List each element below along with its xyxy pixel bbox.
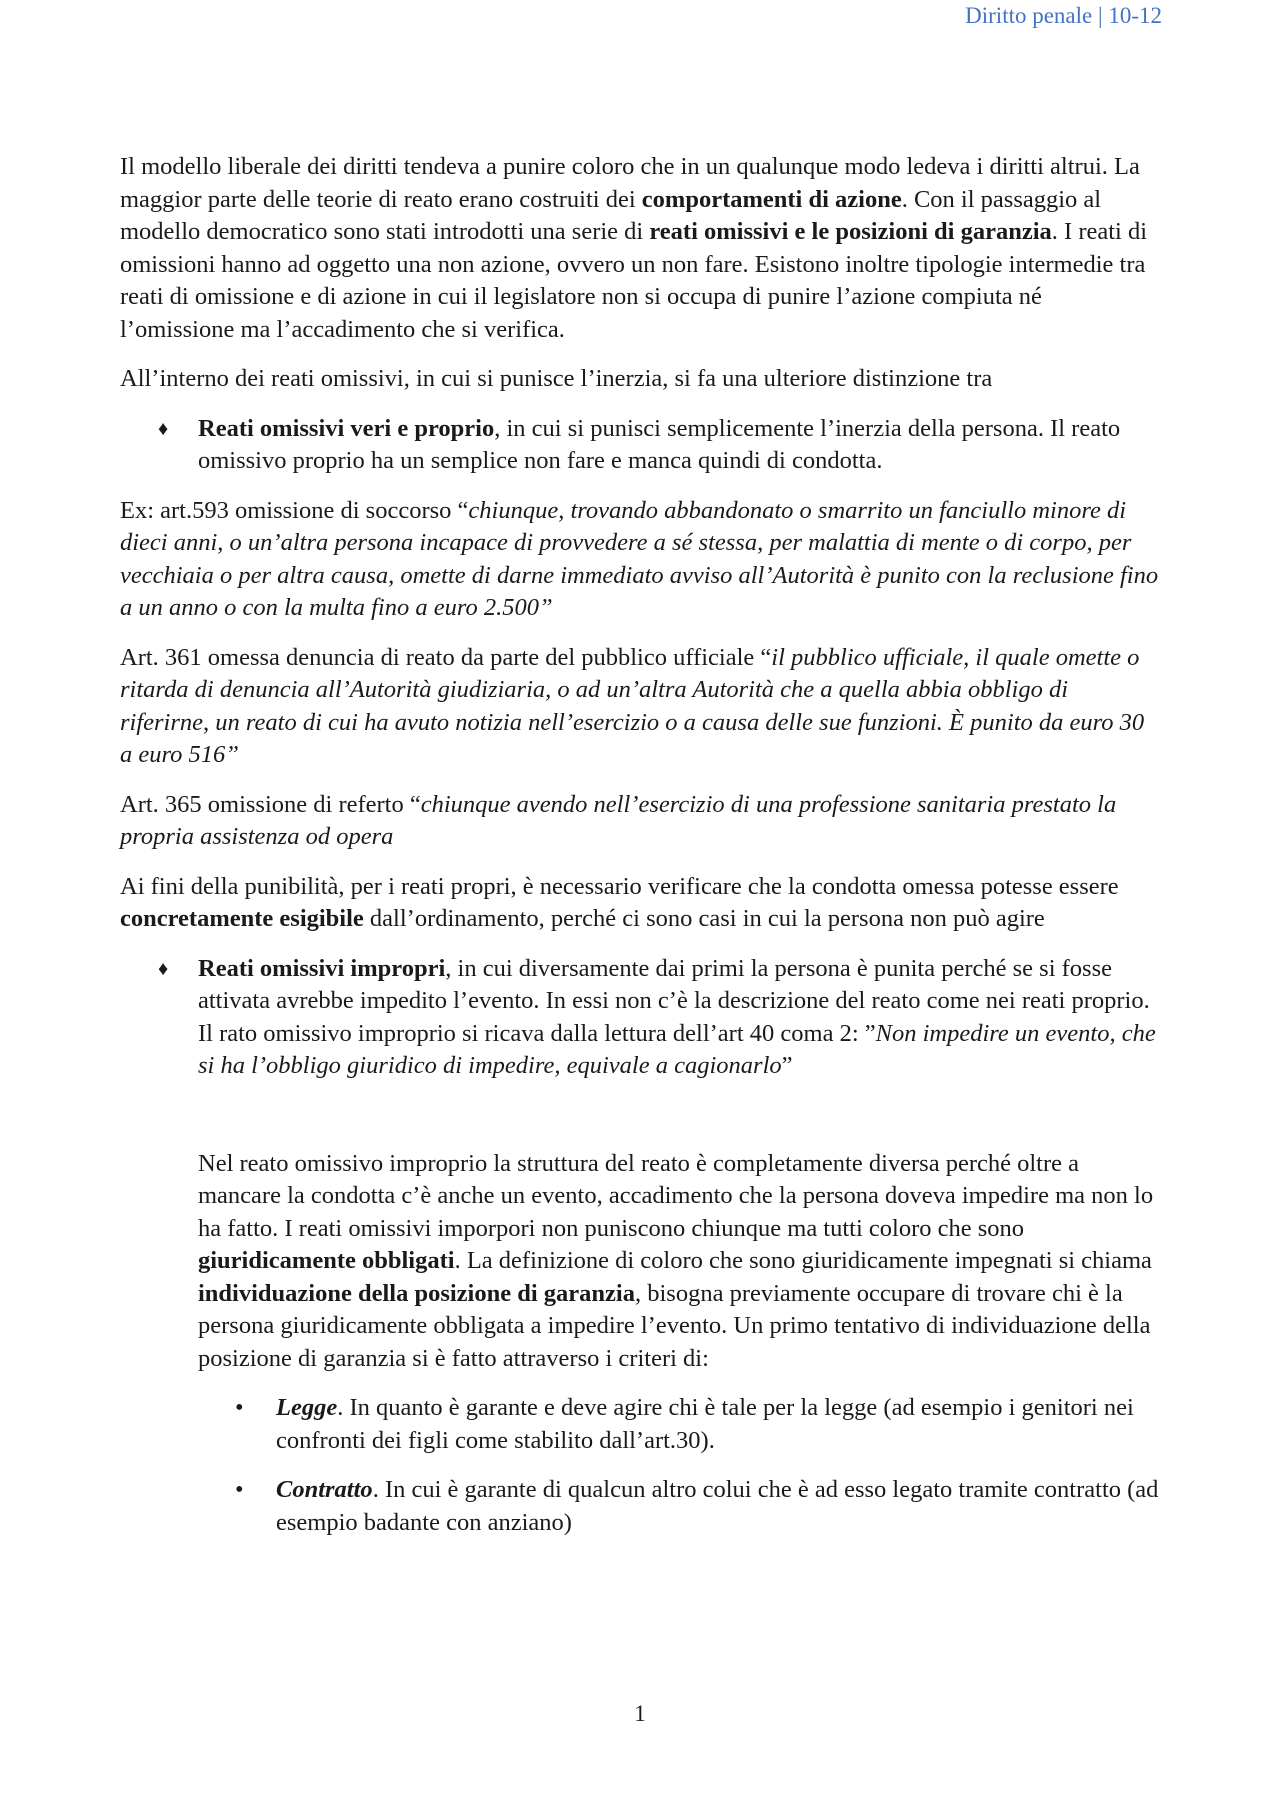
bold-term: individuazione della posizione di garanzia [198,1279,635,1307]
example-art-593: Ex: art.593 omissione di soccorso “chiunque, trovando abbandonato o smarrito un fanciullo minore di dieci anni, o un’altra persona incapace di provvedere a sé stessa, per malattia di mente o di corpo, per vecchiaia o per altra causa, omette di darne immediato avviso all’Autorità è punito con la reclusione fino a un anno o con la multa fino a euro 2.500” [120,496,1159,621]
bold-term: concretamente esigibile [120,905,364,932]
diamond-bullet-icon: ♦ [158,417,169,440]
running-header: Diritto penale | 10-12 [965,3,1162,28]
paragraph-distinction: All’interno dei reati omissivi, in cui si punisce l’inerzia, si fa una ulteriore distinzione tra [120,365,993,392]
list-item-reati-impropri: ♦ Reati omissivi impropri, in cui diversamente dai primi la persona è punita perché se si fosse attivata avrebbe impedito l’evento. In essi non c’è la descrizione del reato come nei reati proprio. Il rato omissivo improprio si ricava dalla lettura dell’art 40 coma 2: ”Non impedire un evento, che si ha l’obbligo giuridico di impedire, equivale a cagionarlo” [158,954,1156,1079]
page-number: 1 [634,1701,646,1726]
example-art-361: Art. 361 omessa denuncia di reato da parte del pubblico ufficiale “il pubblico ufficiale, il quale omette o ritarda di denuncia all’Autorità giudiziaria, o ad un’altra Autorità che a quella abbia obbligo di riferirne, un reato di cui ha avuto notizia nell’esercizio o a causa delle sue funzioni. È punito da euro 30 a euro 516” [120,643,1145,768]
paragraph-struttura: Nel reato omissivo improprio la struttura del reato è completamente diversa perché oltre a mancare la condotta c’è anche un evento, accadimento che la persona doveva impedire ma non lo ha fatto. I reati omissivi imporpori non puniscono chiunque ma tutti coloro che sono giuridicamente obbligati. La definizione di coloro che sono giuridicamente impegnati si chiama individuazione della posizione di garanzia, bisogna previamente occupare di trovare chi è la persona giuridicamente obbligata a impedire l’evento. Un primo tentativo di individuazione della posizione di garanzia si è fatto attraverso i criteri di: [198,1149,1154,1372]
quoted-law: chiunque, trovando abbandonato o smarrito un fanciullo minore di dieci anni, o un’altra persona incapace di provvedere a sé stessa, per malattia di mente o di corpo, per vecchiaia o per altra causa, omette di darne immediato avviso all’Autorità è punito con la reclusione fino a un anno o con la multa fino a euro 2.500” [120,496,1159,621]
bold-term: reati omissivi e le posizioni di garanzia [649,218,1052,245]
list-item-contratto: • Contratto. In cui è garante di qualcun altro colui che è ad esso legato tramite contratto (ad esempio badante con anziano) [235,1476,1159,1536]
bold-term: Reati omissivi impropri [198,954,446,982]
paragraph-intro: Il modello liberale dei diritti tendeva a punire coloro che in un qualunque modo ledeva i diritti altrui. La maggior parte delle teorie di reato erano costruiti dei comportamenti di azione. Con il passaggio al modello democratico sono stati introdotti una serie di reati omissivi e le posizioni di garanzia. I reati di omissioni hanno ad oggetto una non azione, ovvero un non fare. Esistono inoltre tipologie intermedie tra reati di omissione e di azione in cui il legislatore non si occupa di punire l’azione compiuta né l’omissione ma l’accadimento che si verifica. [120,153,1148,343]
dot-bullet-icon: • [235,1476,244,1503]
diamond-bullet-icon: ♦ [158,957,169,980]
bold-term: giuridicamente obbligati [198,1247,455,1274]
spacer [120,1100,1160,1148]
list-item-legge: • Legge. In quanto è garante e deve agire chi è tale per la legge (ad esempio i genitori nei confronti dei figli come stabilito dall’art.30). [235,1394,1134,1454]
quoted-law: Non impedire un evento, che si ha l’obbligo giuridico di impedire, equivale a cagionarlo [198,1019,1156,1079]
quoted-law: il pubblico ufficiale, il quale omette o ritarda di denuncia all’Autorità giudiziaria, o ad un’altra Autorità che a quella abbia obbligo di riferirne, un reato di cui ha avuto notizia nell’esercizio o a causa delle sue funzioni. È punito da euro 30 a euro 516” [120,643,1145,768]
quoted-law: chiunque avendo nell’esercizio di una professione sanitaria prestato la propria assistenza od opera [120,790,1117,850]
example-art-365: Art. 365 omissione di referto “chiunque avendo nell’esercizio di una professione sanitaria prestato la propria assistenza od opera [120,790,1117,850]
list-item-reati-propri: ♦ Reati omissivi veri e proprio, in cui si punisci semplicemente l’inerzia della persona. Il reato omissivo proprio ha un semplice non fare e manca quindi di condotta. [158,414,1121,474]
document-body [120,151,1160,1556]
bold-italic-term: Legge [276,1394,338,1421]
bold-term: comportamenti di azione [641,185,902,213]
bold-italic-term: Contratto [276,1476,373,1503]
bold-term: Reati omissivi veri e proprio [198,414,495,442]
dot-bullet-icon: • [235,1394,244,1421]
paragraph-punibilita: Ai fini della punibilità, per i reati propri, è necessario verificare che la condotta omessa potesse essere concretamente esigibile dall’ordinamento, perché ci sono casi in cui la persona non può agire [120,872,1119,932]
